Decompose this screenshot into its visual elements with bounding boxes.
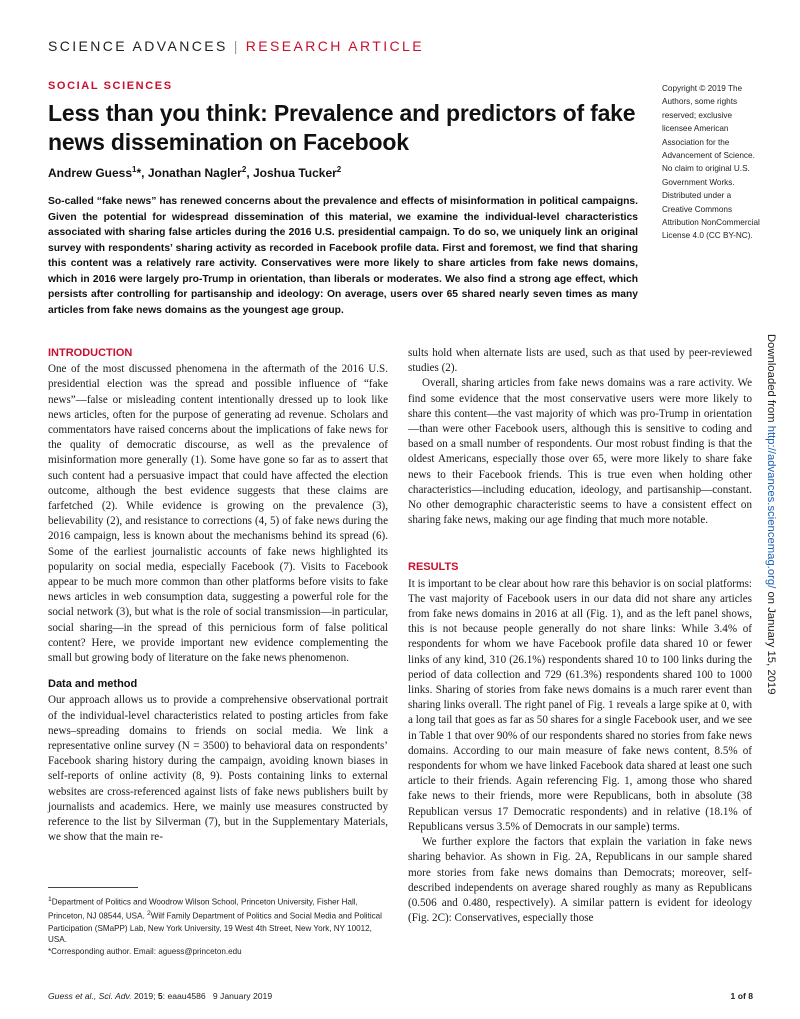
- citation-authors: Guess et al.,: [48, 991, 97, 1001]
- citation-article-id: : eaau4586: [162, 991, 206, 1001]
- overview-paragraph: Overall, sharing articles from fake news domains was a rare activity. We find some evidence that the most conservative users were more likely to share this content—the vast majority of which was pro-Trump in orientation—than were other Facebook users, although this is sensitive to coding and based on a small number of respondents. Our most robust finding is that the oldest Americans, especially those over 65, were more likely to share fake news to their Facebook friends. This is true even when holding other characteristics—including education, ideology, and partisanship—constant. No other demographic characteristic seems to have a consistent effect on sharing fake news, making our age finding that much more notable.: [408, 377, 752, 527]
- data-method-paragraph: Our approach allows us to provide a comprehensive observational portrait of the individual-level characteristics related to posting articles from fake news–spreading domains to friends on social media. We link a representative online survey (N = 3500) to behavioral data on respondents’ Facebook sharing history during the campaign, avoiding known biases in self-reports of online activity (8, 9). Posts containing links to external websites are cross-referenced against lists of fake news publishers built by journalists and academics. Here, we mainly use measures constructed by reference to the list by Silverman (7), but in the Supplementary Materials, we show that the main re-: [48, 694, 388, 844]
- download-side-note: [765, 334, 777, 695]
- introduction-paragraph: One of the most discussed phenomena in the aftermath of the 2016 U.S. presidential election was the spread and possible influence of “fake news”—false or misleading content intentionally dressed up to look like news articles, often for the purpose of generating ad revenue. Scholars and commentators have raised concerns about the implications of fake news for the quality of democratic discourse, as well as the prevalence of misinformation more generally (1). Some have gone so far as to assert that such content had a persuasive impact that could have affected the election outcome, although the best evidence suggests that these claims are farfetched (2). While evidence is growing on the prevalence (3), believability (2), and resistance to corrections (4, 5) of fake news during the 2016 campaign, less is known about the mechanisms behind its spread (6). Some of the earliest journalistic accounts of fake news highlighted its popularity on social media, especially Facebook (7). Visits to Facebook appear to be much more common than other platforms before visits to fake news articles in web consumption data, suggesting a powerful role for the social network (3), but what is the role of social transmission—in particular, social sharing—in the spread of this pernicious form of false political content? Here, we provide important new evidence complementing the small but growing body of literature on the fake news phenomenon.: [48, 363, 388, 665]
- author-name[interactable]: Jonathan Nagler: [147, 166, 242, 180]
- section-label: SOCIAL SCIENCES: [48, 80, 173, 92]
- journal-header: [48, 38, 424, 54]
- affiliation-sup: 1: [132, 165, 137, 174]
- corresponding-author[interactable]: *Corresponding author. Email: aguess@princeton.edu: [48, 946, 242, 956]
- footnotes: [48, 894, 390, 957]
- continued-paragraph: sults hold when alternate lists are used, such as that used by peer-reviewed studies (2).: [408, 347, 752, 375]
- results-paragraph-1: It is important to be clear about how rare this behavior is on social platforms: The vast majority of Facebook users in our data did not share any articles from fake news domains in 2016 at all (Fig. 1), and as the left panel shows, this is not because people generally do not share links: While 3.4% of respondents for whom we have Facebook profile data shared 10 or fewer links of any kind, 310 (26.1%) respondents shared 10 to 100 links during the period of data collection and 729 (61.3%) respondents shared 100 to 1000 links. Sharing of stories from fake news domains is a much rarer event than sharing links overall. The right panel of Fig. 1 reveals a large spike at 0, with a long tail that goes as far as 50 shares for a single Facebook user, and we see in Table 1 that over 90% of our respondents shared no stories from fake news domains. According to our main measure of fake news content, 8.5% of respondents for whom we have linked Facebook data shared at least one such article to their friends. Again referencing Fig. 1, among those who shared fake news to their friends, more were Republicans, both in absolute (38 Republican versus 17 Democratic respondents) and in relative (18.1% of Republicans versus 3.5% of Democrats in our sample) terms.: [408, 577, 752, 833]
- citation-footer: [48, 991, 272, 1001]
- author-name[interactable]: Joshua Tucker: [252, 166, 337, 180]
- citation-year: 2019;: [133, 991, 156, 1001]
- citation-volume: 5: [157, 991, 163, 1001]
- citation-date: 9 January 2019: [212, 991, 273, 1001]
- affiliation-2: Wilf Family Department of Politics and Social Media and Political Participation (SMaPP) Lab, New York University, 19 West 4th Street, New York, NY 10012, USA.: [48, 911, 382, 945]
- footnote-rule: [48, 887, 138, 888]
- header-separator: |: [233, 38, 240, 54]
- download-link[interactable]: http://advances.sciencemag.org/: [765, 425, 777, 589]
- article-type: RESEARCH ARTICLE: [245, 38, 424, 54]
- affiliation-footnote: [48, 894, 390, 946]
- journal-name: SCIENCE ADVANCES: [48, 38, 228, 54]
- author-separator: ,: [246, 166, 253, 180]
- affiliation-sup: 2: [336, 165, 342, 174]
- article-title: Less than you think: Prevalence and predictors of fake news dissemination on Facebook: [48, 100, 636, 155]
- author-separator: *,: [136, 166, 148, 180]
- results-paragraph-2: We further explore the factors that explain the variation in fake news sharing behavior. As shown in Fig. 2A, Republicans in our sample shared more stories from fake news domains than Democrats; moreover, self-described independents on average shared roughly as many as Republicans (0.506 and 0.480, respectively). A similar pattern is evident for ideology (Fig. 2C): Conservatives, especially those: [408, 836, 752, 925]
- copyright-notice: Copyright © 2019 The Authors, some rights reserved; exclusive licensee American Association for the Advancement of Science. No claim to original U.S. Government Works. Distributed under a Creative Commons Attribution NonCommercial License 4.0 (CC BY-NC).: [662, 84, 760, 241]
- page-number: 1 of 8: [730, 991, 753, 1001]
- footnote-sup: 1: [48, 896, 52, 903]
- side-note-prefix: Downloaded from: [765, 334, 777, 423]
- left-column: [48, 346, 388, 846]
- right-column: [408, 346, 752, 926]
- affiliation-sup: 2: [241, 165, 247, 174]
- data-method-heading: Data and method: [48, 678, 138, 691]
- results-heading: RESULTS: [408, 561, 459, 574]
- abstract: So-called “fake news” has renewed concerns about the prevalence and effects of misinformation in political campaigns. Given the potential for widespread dissemination of this material, we examine the individual-level characteristics associated with sharing false articles during the 2016 U.S. presidential campaign. To do so, we uniquely link an original survey with respondents’ sharing activity as recorded in Facebook profile data. First and foremost, we find that sharing this content was a relatively rare activity. Conservatives were more likely to share articles from fake news domains, which in 2016 were largely pro-Trump in orientation, than liberals or moderates. We also find a strong age effect, which persists after controlling for partisanship and ideology: On average, users over 65 shared nearly seven times as many articles from fake news domains as the youngest age group.: [48, 196, 638, 316]
- footnote-sup: 2: [146, 910, 151, 918]
- affiliation-1: Department of Politics and Woodrow Wilson School, Princeton University, Fisher Hall, Princeton, NJ 08544, USA.: [48, 897, 358, 921]
- introduction-heading: INTRODUCTION: [48, 347, 133, 359]
- author-list: [48, 165, 341, 180]
- side-note-suffix: on January 15, 2019: [765, 591, 777, 695]
- author-name[interactable]: Andrew Guess: [48, 166, 133, 180]
- citation-journal: Sci. Adv.: [98, 991, 132, 1001]
